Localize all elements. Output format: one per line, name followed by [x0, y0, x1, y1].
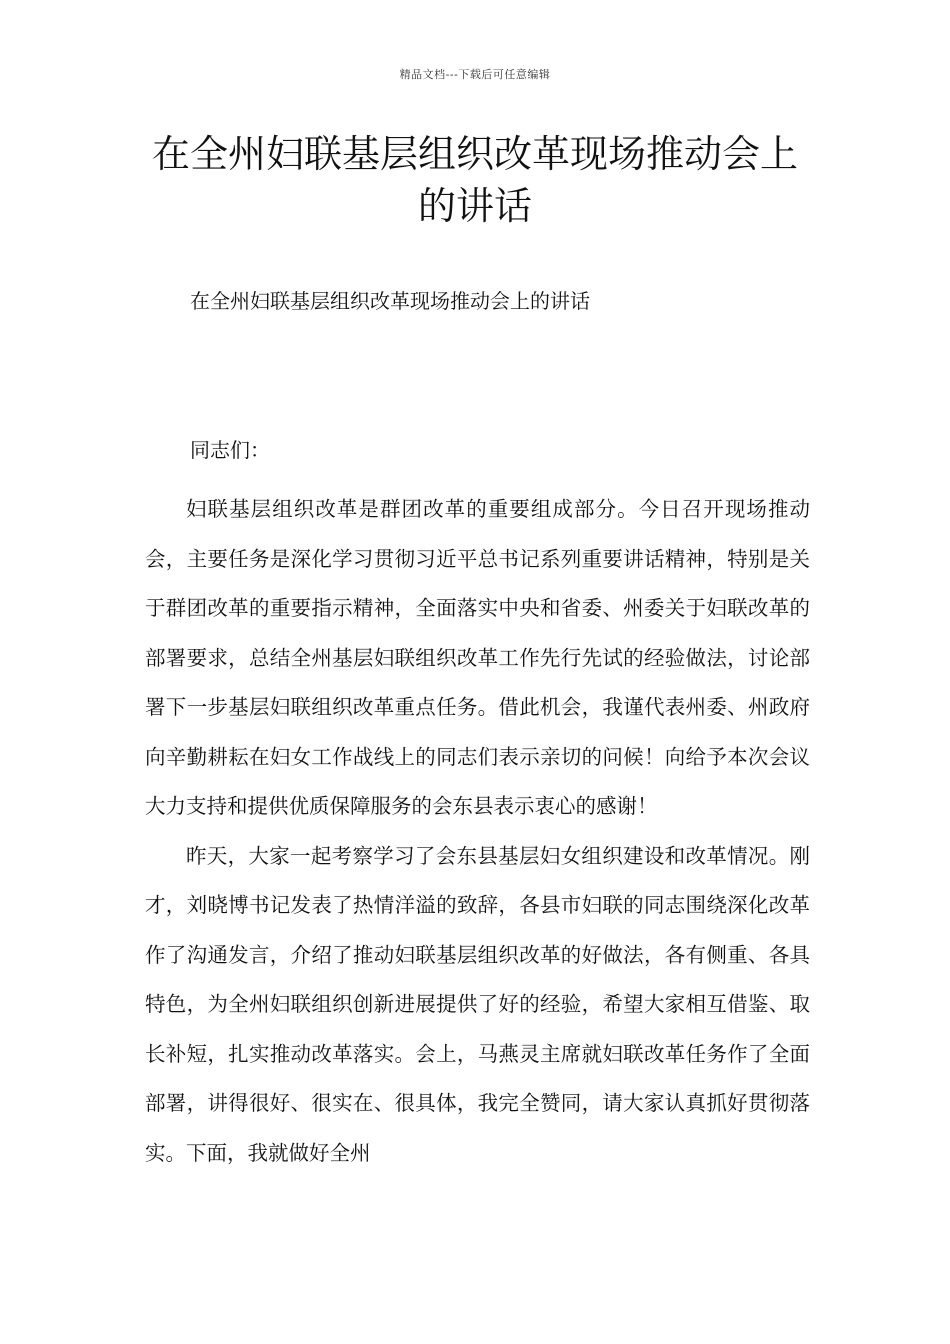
paragraph-2: 昨天，大家一起考察学习了会东县基层妇女组织建设和改革情况。刚才，刘晓博书记发表了热情洋溢的致辞，各县市妇联的同志围绕深化改革作了沟通发言，介绍了推动妇联基层组织改革的好做法，各有侧重、各具特色，为全州妇联组织创新进展提供了好的经验，希望大家相互借鉴、取长补短，扎实推动改革落实。会上，马燕灵主席就妇联改革任务作了全面部署，讲得很好、很实在、很具体，我完全赞同，请大家认真抓好贯彻落实。下面，我就做好全州 [145, 843, 810, 1165]
document-title: 在全州妇联基层组织改革现场推动会上的讲话 [151, 132, 798, 228]
header-note: 精品文档---下载后可任意编辑 [399, 68, 551, 81]
document-body [145, 485, 810, 1178]
document-subtitle: 在全州妇联基层组织改革现场推动会上的讲话 [190, 289, 590, 313]
greeting: 同志们： [190, 438, 270, 462]
paragraph-1: 妇联基层组织改革是群团改革的重要组成部分。今日召开现场推动会，主要任务是深化学习贯彻习近平总书记系列重要讲话精神，特别是关于群团改革的重要指示精神，全面落实中央和省委、州委关于妇联改革的部署要求，总结全州基层妇联组织改革工作先行先试的经验做法，讨论部署下一步基层妇联组织改革重点任务。借此机会，我谨代表州委、州政府向辛勤耕耘在妇女工作战线上的同志们表示亲切的问候！向给予本次会议大力支持和提供优质保障服务的会东县表示衷心的感谢！ [145, 497, 810, 818]
